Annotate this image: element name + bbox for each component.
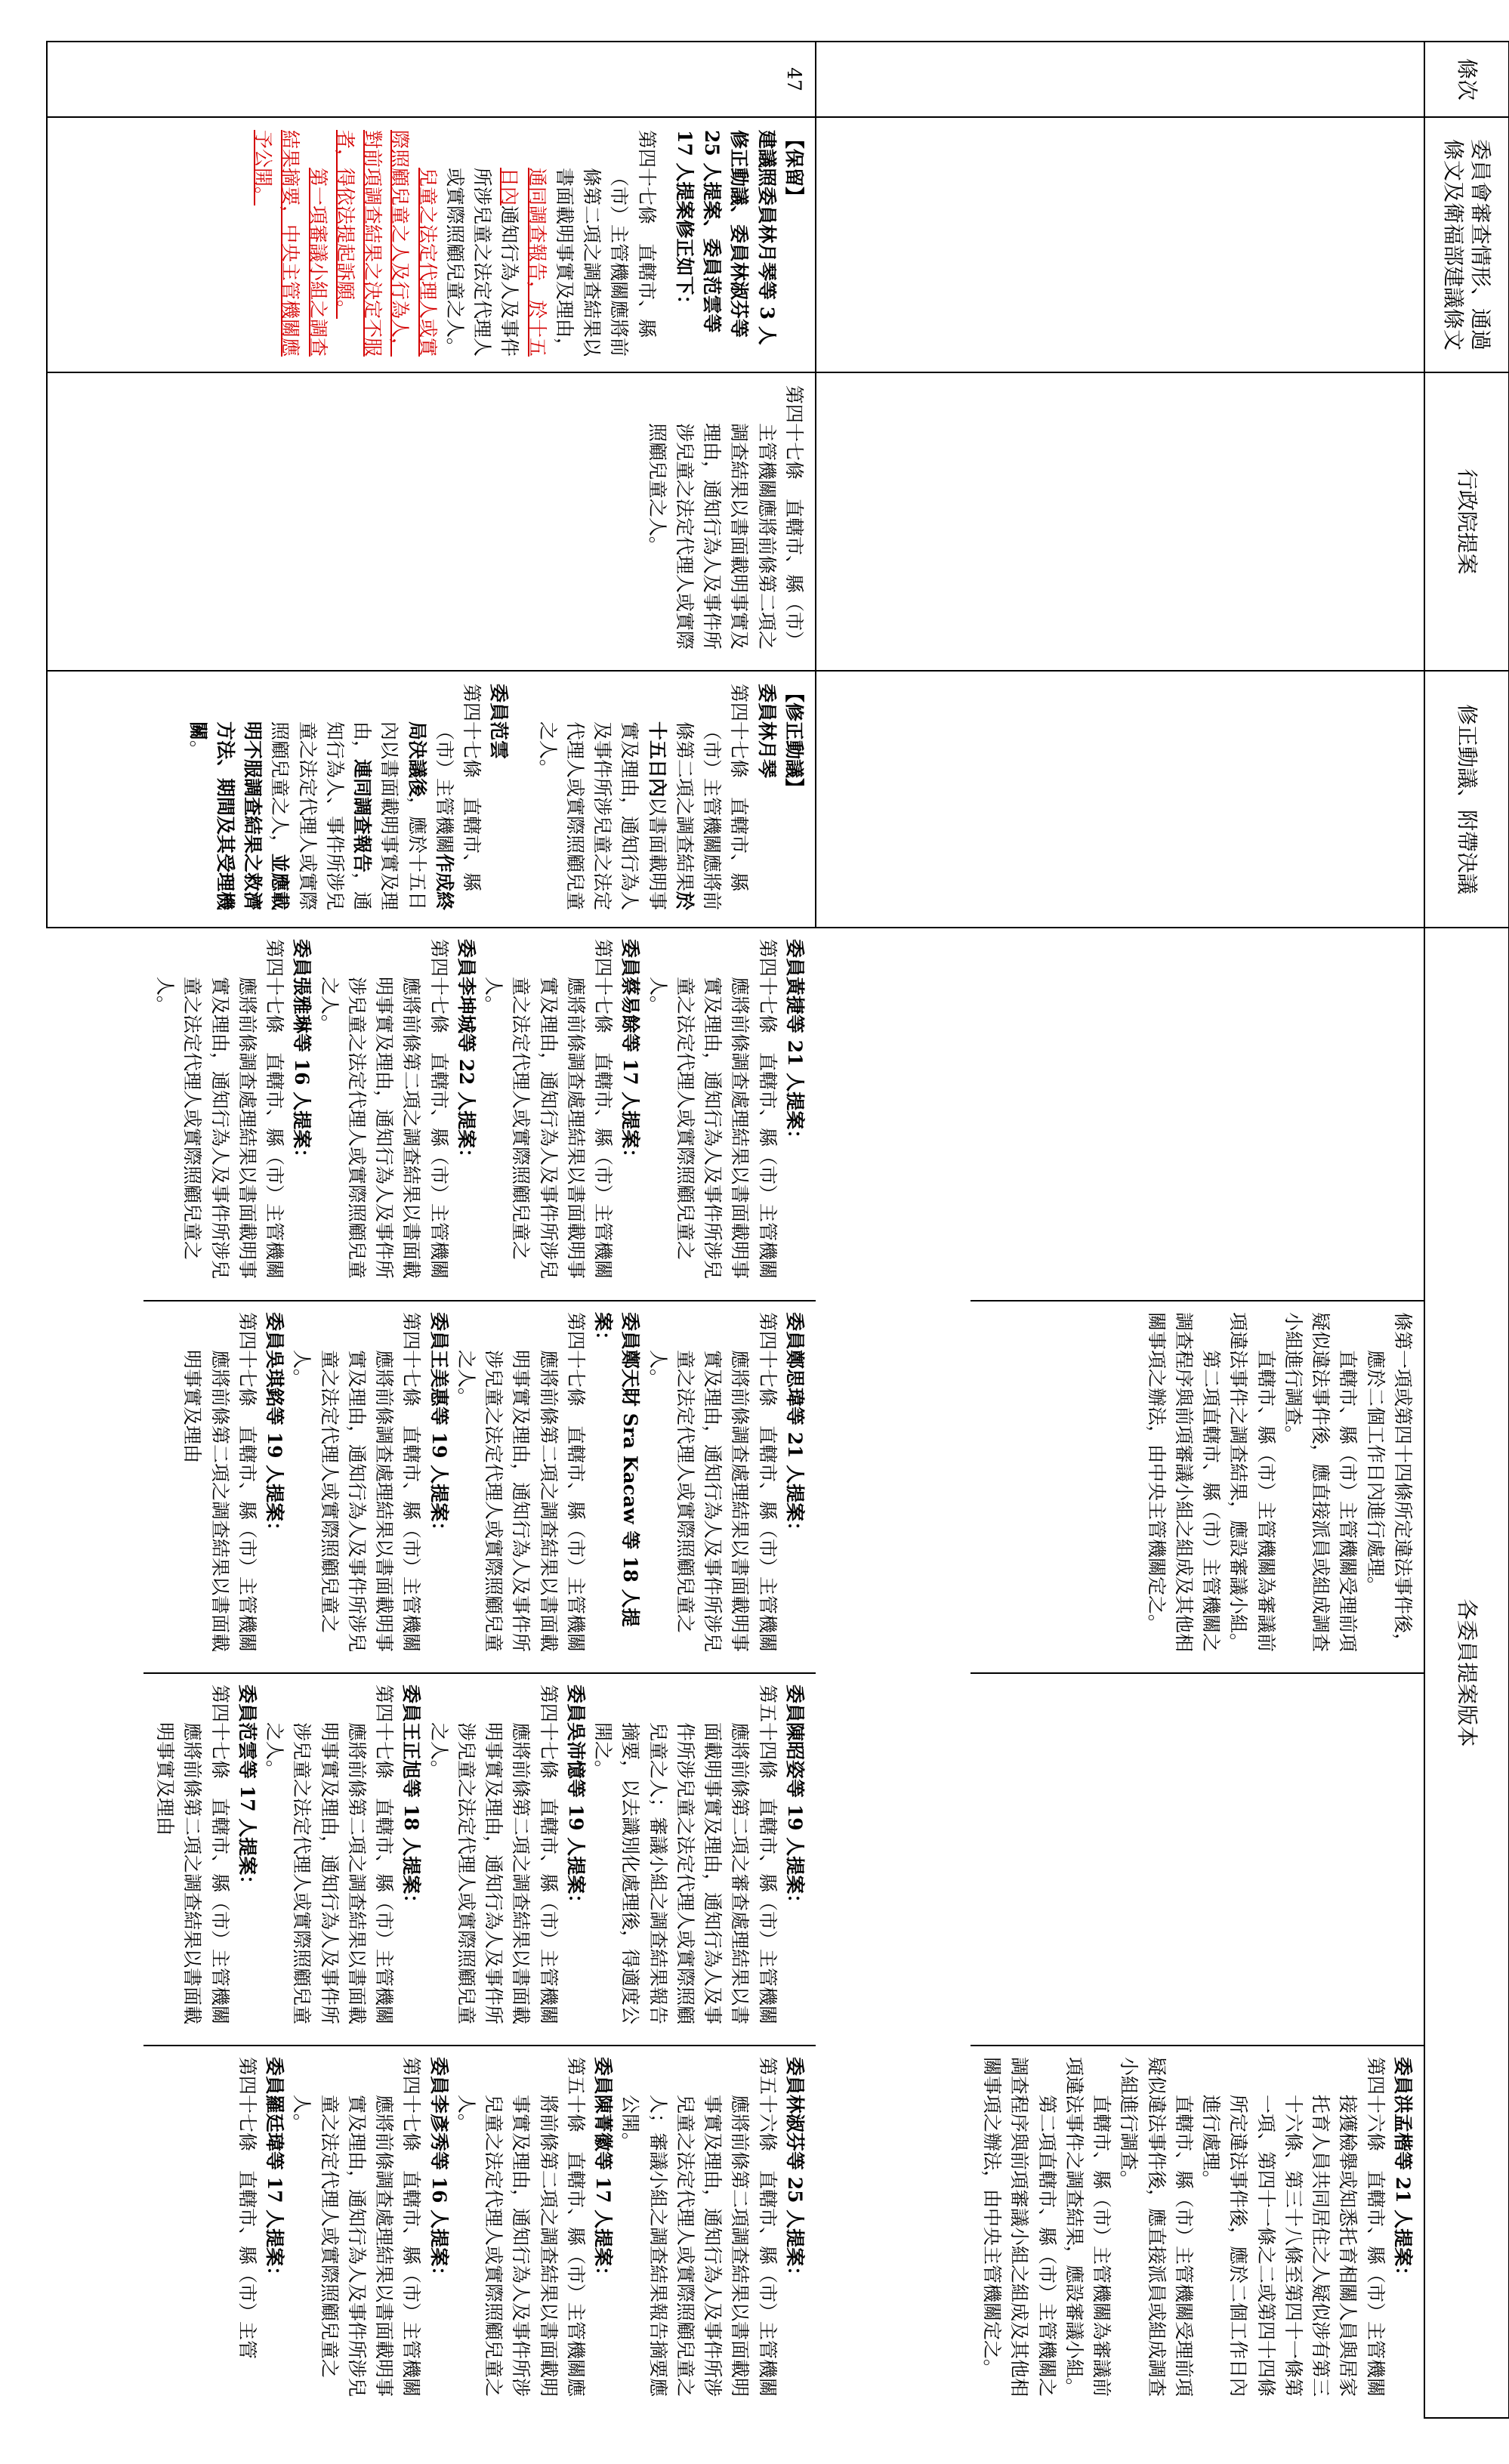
amendment-text-part: ，通知行為人、事件所涉兒童之法定代理人或實際照顧兒童之人， (269, 721, 374, 911)
cell-executive (47, 372, 816, 671)
proposal-title: 委員范雲等 17 人提案： (236, 1684, 258, 1894)
amendment-text-bold: 連同調查報告 (351, 759, 374, 873)
proposal-col-4 (143, 2046, 816, 2418)
header-row (1424, 42, 1509, 2418)
proposal-title: 委員李彥秀等 16 人提案： (427, 2057, 450, 2286)
committee-text (332, 130, 441, 360)
proposal-text: 直轄市、縣（市）主管機關為審議前項違法事件之調查結果，應設審議小組。 (1227, 1312, 1277, 1653)
member-proposals-grid (143, 928, 816, 2418)
amendment-text (184, 684, 486, 915)
amendment-text-part: 第四十七條 直轄市、縣（市）主管機關應將前條第二項之調查結果 (674, 684, 751, 911)
cell-amendment (47, 671, 816, 928)
proposal-text: 直轄市、縣（市）主管機關受理前項疑似違法事件後，應直接派員或組成調查小組進行調查。 (1118, 2057, 1195, 2398)
table-row (816, 42, 1424, 2418)
amendment-text-bold: 並應載明不服調查結果之救濟方法、期間及其受理機關 (187, 721, 292, 911)
header-article-no: 條次 (1424, 42, 1509, 117)
proposal-col-3 (971, 1673, 1424, 2046)
proposal-text: 第四十七條 直轄市、縣（市）主管機關應將前條第二項之調查結果以書面載明事實及理由，通知行為人及事件所涉兒童之法定代理人或實際照顧兒童之人。 (455, 1312, 587, 1653)
amendment-text-part: 以書面載明事實及理由，通知行為人及事件所涉兒童之法定代理人或實際照顧兒童之人。 (536, 721, 668, 911)
committee-text-part: 通知行為人及事件所涉兒童之法定代理人或實際照顧兒童之人。 (444, 168, 521, 357)
cell-article-no: 47 (47, 42, 816, 117)
proposal-title: 委員吳琪銘等 19 人提案： (264, 1312, 286, 1541)
amendment-member: 委員林月琴 (755, 684, 778, 779)
proposal-text: 第二項直轄市、縣（市）主管機關之調查程序與前項審議小組之組成及其他相關事項之辦法，由中央主管機關定之。 (981, 2057, 1058, 2398)
proposal-title: 委員王美惠等 19 人提案： (427, 1312, 450, 1541)
proposal-title: 委員林淑芬等 25 人提案： (784, 2057, 806, 2286)
cell-amendment-empty (816, 671, 1424, 928)
proposal-title: 委員洪孟楷等 21 人提案： (1392, 2057, 1414, 2286)
proposal-title: 委員黃捷等 21 人提案： (784, 939, 806, 1149)
proposal-text: 第四十七條 直轄市、縣（市）主管機關應將前條第二項之調查結果以書面載明事實及理由，通知行為人及事件所涉兒童之法定代理人或實際照顧兒童之人。 (318, 939, 450, 1280)
amendment-title: 【修正動議】 (783, 684, 805, 798)
amendment-member: 委員范雲 (488, 684, 511, 760)
committee-text-part: 第四十七條 直轄市、縣（市）主管機關應將前條第二項之調查結果以書面載明事實及理由， (554, 130, 658, 357)
proposal-text: 第四十七條 直轄市、縣（市）主管 (236, 2057, 258, 2360)
committee-text-changed: 通同調查報告，於十五日內 (498, 168, 548, 357)
proposal-title: 委員蔡易餘等 17 人提案： (619, 939, 642, 1168)
proposal-text: 直轄市、縣（市）主管機關為審議前項違法事件之調查結果，應設審議小組。 (1063, 2057, 1113, 2398)
header-executive: 行政院提案 (1424, 372, 1509, 671)
proposal-title: 委員吳沛憶等 19 人提案： (565, 1684, 587, 1913)
committee-text (249, 130, 332, 360)
executive-text: 第四十七條 直轄市、縣（市）主管機關應將前條第二項之調查結果以書面載明事實及理由，通知行為人及事件所涉兒童之法定代理人或實際照顧兒童之人。 (646, 385, 805, 650)
committee-status: 【保留】 (783, 130, 805, 206)
header-amendment: 修正動議、附帶決議 (1424, 671, 1509, 928)
proposal-text: 第四十七條 直轄市、縣（市）主管機關應將前條第二項之調查結果以書面載明事實及理由，通知行為人及事件所涉兒童之法定代理人或實際照顧兒童之人。 (427, 1684, 560, 2025)
proposal-col-2 (143, 1301, 816, 1673)
proposal-title: 委員羅廷瑋等 17 人提案： (264, 2057, 286, 2286)
header-member-proposals: 各委員提案版本 (1424, 928, 1509, 2418)
amendment-text-part: ，應於十五日內以書面載明事實及理由， (351, 721, 428, 911)
proposal-title: 委員陳昭姿等 19 人提案： (784, 1684, 806, 1913)
proposal-text: 第四十七條 直轄市、縣（市）主管機關應將前條調查處理結果以書面載明事實及理由，通知行為人及事件所涉兒童之法定代理人或實際照顧兒童之人。 (154, 939, 286, 1280)
committee-text-changed: 兒童之法定代理人或實際照顧兒童之人及行為人，對前項調查結果之決定不服者，得依法提起訴願。 (335, 130, 439, 357)
table-row (47, 42, 816, 2418)
proposal-title: 委員王正旭等 18 人提案： (400, 1684, 423, 1913)
cell-member-proposals (47, 928, 816, 2418)
proposal-text: 第五十條 直轄市、縣（市）主管機關應將前條第二項之調查結果以書面載明事實及理由，通知行為人及事件所涉兒童之法定代理人或實際照顧兒童之人。 (455, 2057, 587, 2398)
proposal-text: 第四十七條 直轄市、縣（市）主管機關應將前條調查處理結果以書面載明事實及理由，通知行為人及事件所涉兒童之法定代理人或實際照顧兒童之人。 (291, 1312, 423, 1653)
proposal-title: 委員李坤城等 22 人提案： (455, 939, 477, 1168)
amendment-text (534, 684, 753, 915)
proposal-col-4 (971, 2046, 1424, 2418)
cell-article-no-empty (816, 42, 1424, 117)
proposal-col-3 (143, 1673, 816, 2046)
proposal-col-2 (971, 1301, 1424, 1673)
proposal-text: 第四十七條 直轄市、縣（市）主管機關應將前條第二項之調查結果以書面載明事實及理由 (154, 1684, 231, 2025)
proposal-text: 第二項直轄市、縣（市）主管機關之調查程序與前項審議小組之組成及其他相關事項之辦法，由中央主管機關定之。 (1145, 1312, 1223, 1653)
proposal-title: 委員鄭天財 Sra Kacaw 等 18 人提案： (592, 1312, 642, 1627)
proposal-text: 第五十六條 直轄市、縣（市）主管機關應將前條第二項調查結果以書面載明事實及理由，通知行為人及事件所涉兒童之法定代理人或實際照顧兒童之人；審議小組之調查結果報告摘要應公開。 (619, 2057, 779, 2398)
cell-member-proposals (816, 928, 1424, 2418)
committee-intro: 建議照委員林月琴等 3 人修正動議、委員林淑芬等 25 人提案、委員范雲等 17 人提案修正如下： (674, 130, 778, 345)
proposal-text: 第四十七條 直轄市、縣（市）主管機關應將前條第二項之調查結果以書面載明事實及理由，通知行為人及事件所涉兒童之法定代理人或實際照顧兒童之人。 (264, 1684, 396, 2025)
amendment-text-part: 第四十七條 直轄市、縣（市）主管機關 (434, 684, 483, 892)
proposal-col-1 (971, 928, 1424, 1301)
proposal-text: 第四十六條 直轄市、縣（市）主管機關接獲檢舉或知悉托育相關人員與居家托育人員共同居住之人疑似涉有第三十六條、第三十八條至第四十一條第一項、第四十一條之二或第四十四條所定違法事件後，應於二個工作日內進行處理。 (1200, 2057, 1387, 2398)
cell-committee-empty (816, 117, 1424, 372)
committee-text-changed: 第一項審議小組之調查結果摘要，中央主管機關應予公開。 (252, 130, 329, 357)
member-proposals-grid (971, 928, 1424, 2418)
proposal-text: 直轄市、縣（市）主管機關受理前項疑似違法事件後，應直接派員或組成調查小組進行調查。 (1282, 1312, 1359, 1653)
amendment-text-part: 。 (187, 740, 209, 760)
proposal-text: 第四十七條 直轄市、縣（市）主管機關應將前條調查處理結果以書面載明事實及理由，通知行為人及事件所涉兒童之法定代理人或實際照顧兒童之人。 (291, 2057, 423, 2398)
proposal-text: 第五十四條 直轄市、縣（市）主管機關應將前條第二項之審查處理結果以書面載明事實及理由，通知行為人及事件所涉兒童之法定代理人或實際照顧兒童之人；審議小組之調查結果報告摘要，以去識別化處理後，得適度公開之。 (592, 1684, 779, 2025)
proposal-text: 第四十七條 直轄市、縣（市）主管機關應將前條調查處理結果以書面載明事實及理由，通知行為人及事件所涉兒童之法定代理人或實際照顧兒童之人。 (646, 939, 779, 1280)
proposal-text: 條第一項或第四十四條所定違法事件後，應於二個工作日內進行處理。 (1364, 1312, 1414, 1653)
amendment-text-bold: 於十五日內 (646, 721, 696, 911)
proposal-text: 第四十七條 直轄市、縣（市）主管機關應將前條第二項之調查結果以書面載明事實及理由 (181, 1312, 258, 1653)
proposal-title: 委員張雅琳等 16 人提案： (291, 939, 313, 1168)
proposal-title: 委員鄭思瑋等 21 人提案： (784, 1312, 806, 1541)
header-committee: 委員會審查情形、通過條文及衛福部建議條文 (1424, 117, 1509, 372)
comparison-table (46, 41, 1509, 2419)
rotated-table-wrapper (48, 41, 1509, 2417)
proposal-col-1 (143, 928, 816, 1301)
amendment-text-bold: 作成終局決議後 (406, 721, 455, 911)
proposal-text: 第四十七條 直轄市、縣（市）主管機關應將前條調查處理結果以書面載明事實及理由，通知行為人及事件所涉兒童之法定代理人或實際照顧兒童之人。 (646, 1312, 779, 1653)
cell-committee (47, 117, 816, 372)
cell-executive-empty (816, 372, 1424, 671)
committee-text (441, 130, 660, 360)
proposal-text: 第四十七條 直轄市、縣（市）主管機關應將前條調查處理結果以書面載明事實及理由，通知行為人及事件所涉兒童之法定代理人或實際照顧兒童之人。 (483, 939, 615, 1280)
proposal-title: 委員陳菁徽等 17 人提案： (592, 2057, 615, 2286)
